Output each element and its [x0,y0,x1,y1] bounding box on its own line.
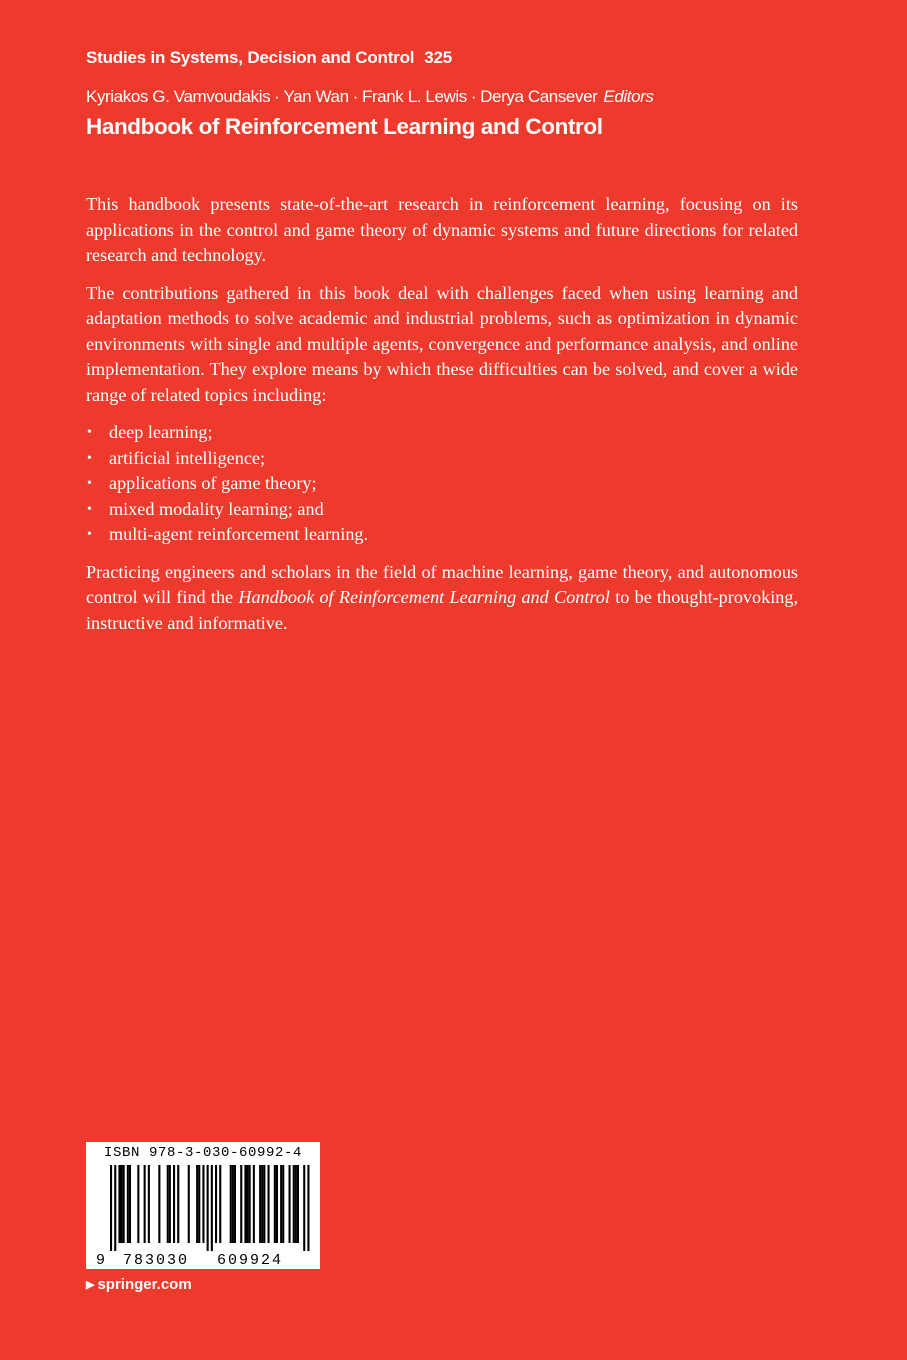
barcode-bar [211,1165,213,1251]
barcode-bar [121,1165,123,1243]
barcode-bar [297,1165,299,1243]
topic-item: • deep learning; [86,420,798,446]
barcode-bar [289,1165,291,1243]
barcode-bar [173,1165,175,1243]
barcode-bar [282,1165,284,1243]
barcode-bar [177,1165,179,1243]
blurb-text: Practicing engineers and scholars in the field of machine learning, game theory, and autonomous control will find the [86,561,798,607]
barcode-bar [247,1165,249,1243]
barcode-bar [148,1165,150,1243]
blurb-paragraph-2: The contributions gathered in this book deal with challenges faced when using learning and adaptation methods to solve academic and industrial problems, such as optimization in dynamic environments with single and multiple agents, convergence and performance analysis, and online implementation. They explore means by which these difficulties can be solved, and cover a wide range of related topics including: [86,282,798,405]
barcode-bar [261,1165,263,1243]
topic-list [86,420,798,548]
barcode-digits-left: 783030 [122,1252,190,1269]
barcode-bar [114,1165,116,1251]
barcode-bar [253,1165,255,1243]
barcode-bar [110,1165,112,1251]
barcode-bar [144,1165,146,1243]
barcode-bar [259,1165,261,1243]
barcode-graphic [86,1142,320,1269]
blurb-text: to be thought-provoking, instructive and informative. [86,587,798,633]
barcode-bar [307,1165,309,1251]
editors-role: Editors [603,87,654,106]
barcode-bar [215,1165,217,1243]
editor-name: Frank L. Lewis [361,87,467,106]
barcode-digits-right: 609924 [216,1252,284,1269]
isbn-label: ISBN 978-3-030-60992-4 [103,1145,303,1161]
topic-item: • applications of game theory; [86,471,798,497]
barcode-bar [268,1165,270,1243]
barcode-bar [249,1165,251,1243]
book-title: Handbook of Reinforcement Learning and Control [86,114,603,139]
barcode-bar [198,1165,200,1243]
series-name: Studies in Systems, Decision and Control [86,48,415,67]
barcode-bar [303,1165,305,1251]
publisher-link[interactable] [86,1276,192,1293]
topic-item: • artificial intelligence; [86,446,798,472]
barcode-bar [158,1165,160,1243]
blurb-paragraph-1: This handbook presents state-of-the-art research in reinforcement learning, focusing on its applications in the control and game theory of dynamic systems and future directions for related research and technology. [86,194,798,265]
barcode-bar [169,1165,171,1243]
barcode-bar [129,1165,131,1243]
editor-name: Derya Cansever [480,87,598,106]
topic-item: • mixed modality learning; and [86,497,798,523]
topic-item: • multi-agent reinforcement learning. [86,522,798,548]
barcode-bar [202,1165,204,1243]
barcode-bar [219,1165,221,1243]
barcode-bar [196,1165,198,1243]
series-line [86,48,452,68]
barcode-bar [274,1165,276,1243]
barcode-bar [230,1165,232,1243]
editor-name: Yan Wan [283,87,349,106]
triangle-right-icon: ▶ [86,1279,95,1291]
barcode-bar [276,1165,278,1243]
barcode-bars [110,1165,310,1251]
barcode-bar [240,1165,242,1243]
barcode-bar [118,1165,120,1243]
barcode-bar [127,1165,129,1243]
editors-line [86,87,654,107]
editor-separator: · [274,87,280,106]
series-number: 325 [424,48,453,67]
barcode-digit-prefix: 9 [96,1252,106,1269]
barcode-bar [167,1165,169,1243]
barcode-bar [295,1165,297,1243]
editor-name: Kyriakos G. Vamvoudakis [86,87,271,106]
barcode-bar [280,1165,282,1243]
barcode-bar [137,1165,139,1243]
barcode-bar [234,1165,236,1243]
barcode-bar [293,1165,295,1243]
editor-separator: · [352,87,358,106]
barcode-bar [123,1165,125,1243]
publisher-url: springer.com [97,1276,192,1293]
editor-separator: · [470,87,477,106]
barcode-bar [188,1165,190,1243]
barcode-bar [207,1165,209,1251]
blurb-paragraph-3 [86,560,798,637]
book-title-italic: Handbook of Reinforcement Learning and Control [238,587,610,607]
barcode-bar [244,1165,246,1243]
blurb [86,192,798,648]
barcode-bar [263,1165,265,1243]
isbn-barcode-box [86,1142,320,1269]
barcode-bar [232,1165,234,1243]
